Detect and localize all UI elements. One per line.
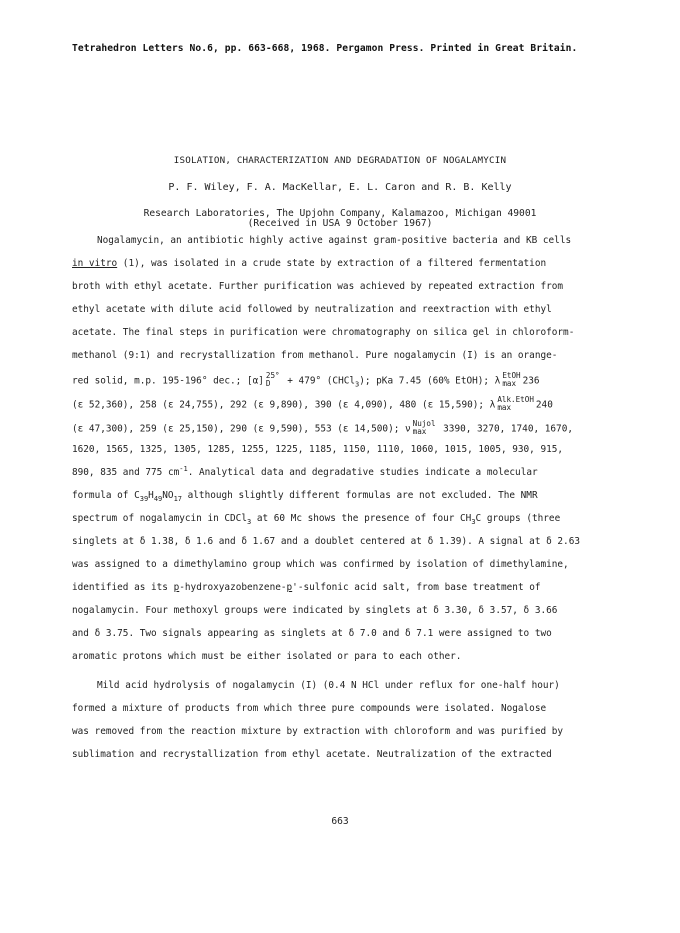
p1-line-2 (72, 258, 546, 269)
chcl3-subscript: 3 (355, 380, 360, 389)
p1-line-5: acetate. The final steps in purification were chromatography on silica gel in chloroform- (72, 327, 575, 338)
author-affiliation: Research Laboratories, The Upjohn Company, Kalamazoo, Michigan 49001 (143, 208, 537, 219)
nmr-text-1: spectrum of nogalamycin in CDCl (72, 513, 247, 524)
p1-line-3: broth with ethyl acetate. Further purification was achieved by repeated extraction from (72, 281, 564, 292)
p2-line-2: formed a mixture of products from which three pure compounds were isolated. Nogalose (72, 703, 547, 714)
nu-nujol-stack (413, 420, 436, 436)
rotation-d: D (265, 379, 271, 388)
nu-nujol-top: Nujol (412, 419, 436, 428)
p1-line-11 (72, 464, 538, 478)
identified-text: identified as its (72, 582, 174, 593)
formula-rest: although slightly different formulas are not excluded. The NMR (182, 490, 538, 501)
formula-h-sub: 49 (153, 494, 163, 503)
formula-o-sub: 17 (173, 494, 182, 503)
lambda-alk-top: Alk.EtOH (497, 395, 534, 404)
article-authors: P. F. Wiley, F. A. MacKellar, E. L. Caron and R. B. Kelly (168, 182, 512, 193)
p2-line-1: Mild acid hydrolysis of nogalamycin (I) (0.4 N HCl under reflux for one-half hour) (97, 680, 560, 691)
p1-line-18: and δ 3.75. Two signals appearing as singlets at δ 7.0 and δ 7.1 were assigned to two (72, 628, 552, 639)
cdcl3-sub: 3 (246, 517, 252, 526)
p1-line-8 (72, 397, 553, 413)
lambda-etoh-bottom: max (502, 379, 517, 388)
p1-line-2-rest: (1), was isolated in a crude state by extraction of a filtered fermentation (117, 258, 547, 269)
uv-values-1: (ε 52,360), 258 (ε 24,755), 292 (ε 9,890), 390 (ε 4,090), 480 (ε 15,590); λ (72, 399, 496, 411)
lambda-etoh-stack (502, 372, 520, 388)
p2-line-3: was removed from the reaction mixture by extraction with chloroform and was purified by (72, 726, 564, 737)
p1-line-19: aromatic protons which must be either isolated or para to each other. (72, 651, 462, 662)
nu-nujol-bottom: max (412, 427, 427, 436)
p2-line-4: sublimation and recrystallization from ethyl acetate. Neutralization of the extracted (72, 749, 552, 760)
rotation-sup-sub (266, 372, 280, 388)
lambda-alk-value: 240 (535, 399, 553, 411)
azobenzene-text: -hydroxyazobenzene- (179, 582, 287, 593)
nmr-text-3: C groups (three (475, 513, 561, 524)
in-vitro-text: in vitro (72, 258, 118, 269)
p1-line-1: Nogalamycin, an antibiotic highly active against gram-positive bacteria and KB cells (97, 235, 572, 246)
para-p-2: p (286, 582, 293, 593)
ch3-sub: 3 (471, 517, 476, 526)
article-title: ISOLATION, CHARACTERIZATION AND DEGRADATION OF NOGALAMYCIN (173, 155, 507, 166)
sulfonic-text: '-sulfonic acid salt, from base treatment of (292, 582, 541, 593)
analytical-text: . Analytical data and degradative studies indicate a molecular (187, 467, 538, 478)
received-date: (Received in USA 9 October 1967) (247, 218, 433, 229)
lambda-alk-stack (497, 396, 534, 412)
journal-header: Tetrahedron Letters No.6, pp. 663-668, 1968. Pergamon Press. Printed in Great Britain. (72, 43, 578, 54)
pka-text: ); pKa 7.45 (60% EtOH); λ (359, 375, 501, 387)
cm-superscript: -1 (179, 464, 188, 473)
formula-no: NO (162, 490, 174, 501)
p1-line-10: 1620, 1565, 1325, 1305, 1285, 1255, 1225, 1185, 1150, 1110, 1060, 1015, 1005, 930, 915, (72, 444, 564, 455)
para-p-1: p (173, 582, 180, 593)
p1-line-7 (72, 373, 540, 389)
p1-line-14: singlets at δ 1.38, δ 1.6 and δ 1.67 and a doublet centered at δ 1.39). A signal at δ 2.63 (72, 536, 580, 547)
rotation-value: + 479° (CHCl (281, 375, 355, 387)
p1-line-6: methanol (9:1) and recrystallization from methanol. Pure nogalamycin (I) is an orange- (72, 350, 558, 361)
rotation-temp: 25° (265, 371, 280, 380)
rotation-label: red solid, m.p. 195-196° dec.; [α] (72, 375, 264, 387)
formula-h: H (148, 490, 154, 501)
p1-line-4: ethyl acetate with dilute acid followed by neutralization and reextraction with ethyl (72, 304, 552, 315)
uv-values-2: (ε 47,300), 259 (ε 25,150), 290 (ε 9,590), 553 (ε 14,500); ν (72, 423, 411, 435)
p1-line-13 (72, 513, 560, 524)
p1-line-9 (72, 421, 573, 437)
formula-c-sub: 39 (139, 494, 149, 503)
ir-values-end: 890, 835 and 775 cm (72, 467, 180, 478)
p1-line-12 (72, 490, 538, 501)
lambda-etoh-top: EtOH (502, 371, 521, 380)
p1-line-17: nogalamycin. Four methoxyl groups were indicated by singlets at δ 3.30, δ 3.57, δ 3.66 (72, 605, 558, 616)
p1-line-16 (72, 582, 541, 593)
formula-prefix: formula of C (72, 490, 140, 501)
page-number: 663 (331, 816, 349, 827)
nmr-text-2: at 60 Mc shows the presence of four CH (251, 513, 472, 524)
p1-line-15: was assigned to a dimethylamino group which was confirmed by isolation of dimethylamine, (72, 559, 569, 570)
lambda-alk-bottom: max (497, 403, 512, 412)
ir-values-1: 3390, 3270, 1740, 1670, (437, 423, 573, 435)
lambda-etoh-value: 236 (522, 375, 540, 387)
